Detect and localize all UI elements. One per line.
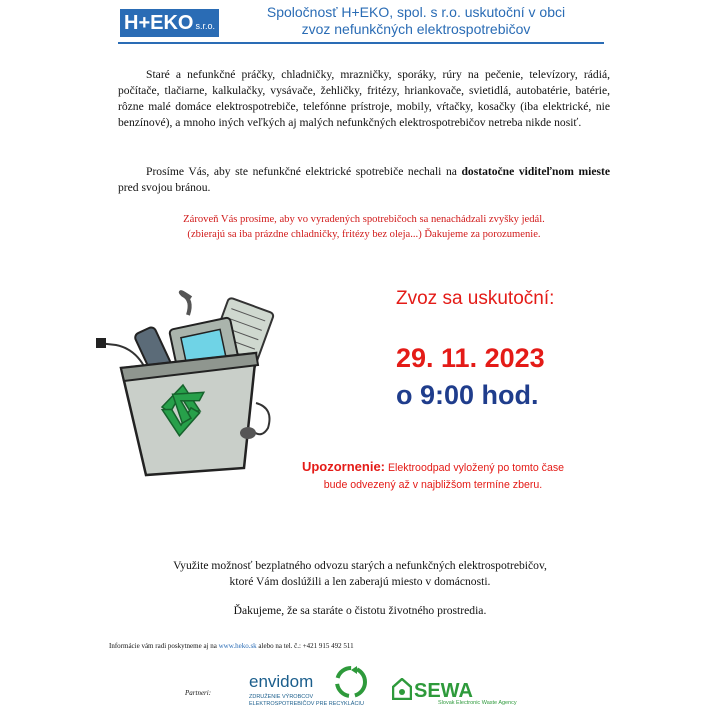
- title-line-2: zvoz nefunkčných elektrospotrebičov: [301, 21, 531, 37]
- envidom-sub-2: ELEKTROSPOTREBIČOV PRE RECYKLÁCIU: [249, 701, 364, 707]
- info-prefix: Informácie vám radi poskytneme aj na: [109, 642, 217, 650]
- intro-paragraph: Staré a nefunkčné práčky, chladničky, mrazničky, sporáky, rúry na pečenie, televízory, rádiá, počítače, tlačiarne, kalkulačky, vysávače, žehličky, fritézy, hriankovače, svietidlá, autobatérie, batérie, rôzne malé domáce elektrospotrebiče, telefónne prístroje, mobily, vŕtačky, kosačky (iba elektrické, nie benzínové), a mnoho iných veľkých aj malých nefunkčných elektrospotrebičov netreba nikde nosiť.: [118, 68, 610, 129]
- recycle-bin-illustration: [96, 283, 281, 478]
- cable-icon: [181, 292, 191, 315]
- collection-date: 29. 11. 2023: [396, 343, 545, 373]
- note-line-1: Zároveň Vás prosíme, aby vo vyradených spotrebičoch sa nenachádzali zvyšky jedál.: [183, 214, 545, 225]
- envidom-subtitle: [249, 694, 364, 708]
- collection-time: o 9:00 hod.: [396, 380, 539, 410]
- warning-label: Upozornenie:: [301, 459, 386, 474]
- pickup-line-1: Využite možnosť bezplatného odvozu starých a nefunkčných elektrospotrebičov,: [173, 559, 547, 572]
- contact-info: [109, 642, 354, 650]
- heko-logo: [120, 9, 219, 37]
- collection-heading: Zvoz sa uskutoční:: [396, 288, 555, 309]
- envidom-sub-1: ZDRUŽENIE VÝROBCOV: [249, 694, 314, 700]
- request-text-start: Prosíme Vás, aby ste nefunkčné elektrické spotrebiče nechali na: [146, 165, 462, 178]
- title-line-1: Spoločnosť H+EKO, spol. s r.o. uskutoční v obci: [266, 4, 566, 20]
- website-link[interactable]: www.heko.sk: [218, 642, 257, 650]
- envidom-logo-text: envidom: [249, 672, 314, 691]
- request-paragraph: [118, 164, 610, 196]
- page-title: [226, 4, 606, 38]
- logo-suffix: s.r.o.: [195, 21, 215, 31]
- sewa-subtitle: Slovak Electronic Waste Agency: [438, 700, 517, 706]
- header-divider: [118, 42, 604, 44]
- note-line-2: (zbierajú sa iba prázdne chladničky, fritézy bez oleja...) Ďakujeme za porozumenie.: [187, 229, 541, 240]
- mouse-icon: [240, 427, 256, 439]
- free-pickup-note: [110, 558, 610, 590]
- thanks-note: Ďakujeme, že sa staráte o čistotu životného prostredia.: [233, 604, 487, 617]
- plug-icon: [96, 338, 106, 348]
- warning-text-2: bude odvezený až v najbližšom termíne zberu.: [323, 479, 543, 491]
- late-waste-warning: [283, 458, 583, 494]
- partners-label: Partneri:: [185, 689, 212, 697]
- sewa-logo-text: SEWA: [414, 680, 473, 702]
- info-phone: alebo na tel. č.: +421 915 492 511: [258, 642, 354, 650]
- food-warning-note: [118, 212, 610, 242]
- mouse-cable-icon: [254, 403, 270, 434]
- pickup-line-2: ktoré Vám doslúžili a len zaberajú miesto v domácnosti.: [229, 575, 491, 588]
- sewa-house-icon: [392, 678, 412, 700]
- request-text-bold: dostatočne viditeľnom mieste: [461, 165, 610, 178]
- request-text-end: pred svojou bránou.: [118, 181, 211, 194]
- warning-text-1: Elektroodpad vyložený po tomto čase: [387, 462, 565, 474]
- logo-text: H+EKO: [124, 12, 194, 34]
